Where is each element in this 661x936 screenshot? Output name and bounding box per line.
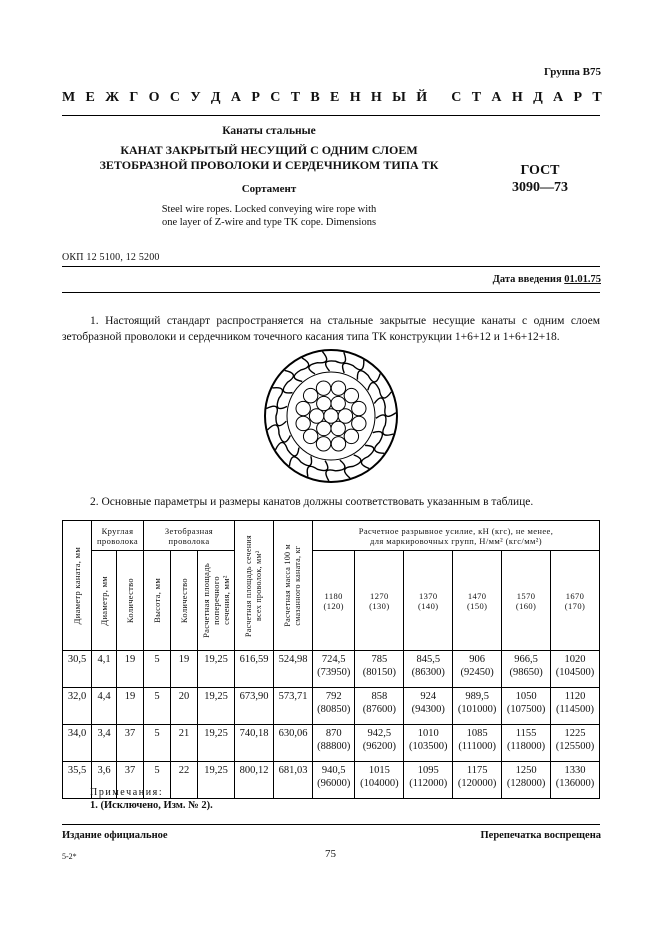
gost-code: 3090—73 xyxy=(512,180,568,195)
cell-rn: 19 xyxy=(117,651,144,688)
banner-letter: Й xyxy=(416,90,428,105)
cell-force xyxy=(355,651,404,688)
banner-letter: В xyxy=(310,90,320,105)
cell-za: 19,25 xyxy=(198,725,235,762)
title-english xyxy=(62,203,476,229)
force-kgf: (92450) xyxy=(460,667,494,678)
z-wire-icon xyxy=(373,432,384,454)
cell-rd: 4,4 xyxy=(92,688,117,725)
force-kn: 940,5 xyxy=(321,765,346,776)
z-wire-icon xyxy=(275,442,298,455)
cell-force xyxy=(453,762,502,799)
title-english-line2: one layer of Z-wire and type TK cope. Dimensions xyxy=(161,217,377,228)
force-kgf: (98650) xyxy=(509,667,543,678)
page-number: 75 xyxy=(325,848,336,860)
cell-force xyxy=(313,725,355,762)
banner-letter: А xyxy=(491,90,502,105)
banner-letter: Р xyxy=(573,90,583,105)
cell-zh: 5 xyxy=(144,762,171,799)
cell-ta: 616,59 xyxy=(235,651,274,688)
force-kn: 924 xyxy=(420,691,437,702)
force-kn: 1085 xyxy=(466,728,488,739)
banner-letter: Н xyxy=(349,90,361,105)
force-kn: 1330 xyxy=(564,765,586,776)
cell-za: 19,25 xyxy=(198,762,235,799)
force-kgf: (87600) xyxy=(362,704,396,715)
reprint-prohibited: Перепечатка воспрещена xyxy=(480,830,601,841)
table-row xyxy=(63,651,600,688)
force-kgf: (112000) xyxy=(409,778,448,789)
notes-heading: Примечания: xyxy=(90,787,164,798)
print-mark: 5-2* xyxy=(62,852,77,861)
cell-d: 34,0 xyxy=(63,725,92,762)
cell-force xyxy=(313,651,355,688)
cell-force xyxy=(551,762,600,799)
banner-letter: Ж xyxy=(105,90,120,105)
force-kn: 942,5 xyxy=(367,728,392,739)
z-wire-icon xyxy=(272,388,287,409)
cell-rd: 4,1 xyxy=(92,651,117,688)
force-kn: 785 xyxy=(371,654,388,665)
force-kgf: (107500) xyxy=(506,704,546,715)
force-kn: 1050 xyxy=(515,691,537,702)
z-wire-icon xyxy=(374,398,396,416)
cell-force xyxy=(551,651,600,688)
cell-zn: 19 xyxy=(171,651,198,688)
force-kn: 1175 xyxy=(466,765,488,776)
cell-force xyxy=(453,651,502,688)
official-edition: Издание официальное xyxy=(62,830,168,841)
cell-ta: 740,18 xyxy=(235,725,274,762)
cell-zn: 20 xyxy=(171,688,198,725)
grade-2: 1370 (140) xyxy=(404,551,453,651)
z-wire-icon xyxy=(294,358,308,382)
cell-d: 30,5 xyxy=(63,651,92,688)
col-mass: Расчетная масса 100 м смазанного каната, кг xyxy=(274,521,313,651)
cell-rd: 3,4 xyxy=(92,725,117,762)
date-rule xyxy=(62,292,600,293)
force-kn: 966,5 xyxy=(514,654,538,665)
force-kgf: (118000) xyxy=(507,741,546,752)
cell-rn: 37 xyxy=(117,725,144,762)
banner-letter: А xyxy=(553,90,564,105)
col-breaking-force: Расчетное разрывное усилие, кН (кгс), не менее, для маркировочных групп, Н/мм² (кгс/мм²) xyxy=(313,521,600,551)
force-kgf: (104500) xyxy=(555,667,595,678)
banner-letter: Д xyxy=(533,90,543,105)
title-main-line2: ЗЕТОБРАЗНОЙ ПРОВОЛОКИ И СЕРДЕЧНИКОМ ТИПА ТК xyxy=(99,158,439,172)
col-rope-diameter: Диаметр каната, мм xyxy=(63,521,92,651)
effective-date-label: Дата введения xyxy=(492,274,562,285)
parameters-table xyxy=(62,520,600,799)
banner-letter: Т xyxy=(592,90,602,105)
cell-force xyxy=(551,725,600,762)
cell-zh: 5 xyxy=(144,651,171,688)
cell-m: 630,06 xyxy=(274,725,313,762)
banner-letter xyxy=(437,90,441,106)
cell-force xyxy=(453,688,502,725)
cell-zn: 22 xyxy=(171,762,198,799)
force-kn: 1015 xyxy=(368,765,390,776)
cell-m: 573,71 xyxy=(274,688,313,725)
standard-banner xyxy=(62,90,602,106)
col-z-height: Высота, мм xyxy=(144,551,171,651)
force-kgf: (111000) xyxy=(458,741,497,752)
round-wire-icon xyxy=(331,421,345,435)
round-wire-icon xyxy=(352,401,366,415)
force-kn: 1095 xyxy=(417,765,439,776)
round-wire-icon xyxy=(344,388,358,402)
cell-za: 19,25 xyxy=(198,651,235,688)
cell-ta: 800,12 xyxy=(235,762,274,799)
z-wire-icon xyxy=(283,370,293,392)
round-wire-icon xyxy=(331,381,345,395)
round-wire-icon xyxy=(303,429,317,443)
round-wire-icon xyxy=(296,401,310,415)
col-total-area: Расчетная площадь сечения всех проволок, мм² xyxy=(235,521,274,651)
round-wire-icon xyxy=(317,396,331,410)
banner-letter: Н xyxy=(511,90,523,105)
cell-force xyxy=(404,651,453,688)
round-wire-icon xyxy=(352,416,366,430)
footer-rule xyxy=(62,824,600,825)
z-wire-icon xyxy=(266,406,286,426)
title-category: Канаты стальные xyxy=(222,125,316,137)
z-wire-icon xyxy=(368,383,391,398)
gost-label: ГОСТ xyxy=(520,163,560,178)
banner-letter: Е xyxy=(85,90,95,105)
z-wire-icon xyxy=(289,456,311,466)
force-kgf: (88800) xyxy=(317,741,351,752)
banner-letter: О xyxy=(148,90,160,105)
cell-force xyxy=(502,725,551,762)
z-wire-icon xyxy=(361,445,373,468)
cell-rn: 37 xyxy=(117,762,144,799)
z-wire-icon xyxy=(268,425,291,442)
effective-date xyxy=(493,274,601,285)
cell-force xyxy=(404,688,453,725)
z-wire-icon xyxy=(326,460,345,481)
force-kgf: (120000) xyxy=(457,778,497,789)
grade-1: 1270 (130) xyxy=(355,551,404,651)
banner-letter: Р xyxy=(251,90,260,105)
round-wire-icon xyxy=(317,421,331,435)
force-kn: 1155 xyxy=(515,728,537,739)
round-wire-icon xyxy=(331,437,345,451)
cell-force xyxy=(404,762,453,799)
z-wire-icon xyxy=(357,371,380,382)
rope-cross-section-figure xyxy=(263,348,399,484)
cell-za: 19,25 xyxy=(198,688,235,725)
force-kgf: (80150) xyxy=(362,667,396,678)
banner-letter: А xyxy=(230,90,242,105)
title-main xyxy=(62,143,476,173)
z-wire-icon xyxy=(309,352,327,374)
force-kn: 845,5 xyxy=(416,654,441,665)
force-kgf: (101000) xyxy=(457,704,497,715)
col-round-diameter: Диаметр, мм xyxy=(92,551,117,651)
cell-zh: 5 xyxy=(144,688,171,725)
cell-ta: 673,90 xyxy=(235,688,274,725)
force-kgf: (96000) xyxy=(317,778,351,789)
round-wire-icon xyxy=(316,381,330,395)
col-round-wire: Круглая проволока xyxy=(92,521,144,551)
force-kn: 906 xyxy=(469,654,486,665)
force-kn: 858 xyxy=(371,691,388,702)
group-code: Группа В75 xyxy=(543,66,601,78)
cell-force xyxy=(502,651,551,688)
force-kgf: (96200) xyxy=(362,741,396,752)
banner-letter: С xyxy=(169,90,180,105)
force-kgf: (94300) xyxy=(411,704,445,715)
round-wire-icon xyxy=(331,396,345,410)
note-1: 1. (Исключено, Изм. № 2). xyxy=(90,800,213,811)
table-row xyxy=(63,688,600,725)
cell-rd: 3,6 xyxy=(92,762,117,799)
force-kn: 1120 xyxy=(564,691,586,702)
banner-letter: Е xyxy=(330,90,340,105)
cell-force xyxy=(502,762,551,799)
effective-date-value: 01.01.75 xyxy=(564,274,601,285)
okp-rule xyxy=(62,266,600,267)
cell-force xyxy=(453,725,502,762)
force-kgf: (104000) xyxy=(360,778,399,789)
cell-force xyxy=(355,725,404,762)
z-wire-icon xyxy=(345,455,361,478)
round-wire-icon xyxy=(309,409,323,423)
col-z-wire: Зетобразная проволока xyxy=(144,521,235,551)
okp-code: ОКП 12 5100, 12 5200 xyxy=(62,252,160,263)
grade-0: 1180 (120) xyxy=(313,551,355,651)
cell-force xyxy=(551,688,600,725)
force-kn: 870 xyxy=(325,728,342,739)
force-kn: 1250 xyxy=(515,765,537,776)
round-wire-icon xyxy=(303,388,317,402)
round-wire-icon xyxy=(324,409,338,423)
force-kn: 792 xyxy=(325,691,342,702)
cell-m: 681,03 xyxy=(274,762,313,799)
cell-force xyxy=(404,725,453,762)
col-z-area: Расчетная площадь поперечного сечения, мм² xyxy=(198,551,235,651)
force-kn: 989,5 xyxy=(465,691,489,702)
paragraph-1: 1. Настоящий стандарт распространяется на стальные закрытые несущие канаты с одним слоем зетобразной проволоки и сердечником точечного касания типа ТК конструкции 1+6+12 и 1+6+12+18. xyxy=(62,315,600,343)
force-kgf: (125500) xyxy=(555,741,595,752)
banner-letter: Д xyxy=(210,90,221,105)
force-kgf: (136000) xyxy=(555,778,595,789)
paragraph-2: 2. Основные параметры и размеры канатов должны соответствовать указанным в таблице. xyxy=(90,496,534,508)
top-rule xyxy=(62,115,600,116)
grade-3: 1470 (150) xyxy=(453,551,502,651)
force-kn: 1020 xyxy=(564,654,586,665)
title-main-line1: КАНАТ ЗАКРЫТЫЙ НЕСУЩИЙ С ОДНИМ СЛОЕМ xyxy=(120,143,418,157)
grade-5: 1670 (170) xyxy=(551,551,600,651)
banner-letter: С xyxy=(270,90,281,105)
force-kgf: (103500) xyxy=(409,741,448,752)
round-wire-icon xyxy=(338,409,352,423)
banner-letter: Н xyxy=(370,90,382,105)
banner-letter: С xyxy=(451,90,462,105)
banner-letter: Ы xyxy=(392,90,406,105)
cell-force xyxy=(313,762,355,799)
cell-zh: 5 xyxy=(144,725,171,762)
cell-d: 35,5 xyxy=(63,762,92,799)
z-wire-icon xyxy=(307,461,328,477)
title-english-line1: Steel wire ropes. Locked conveying wire rope with xyxy=(161,204,377,215)
banner-letter: Т xyxy=(290,90,301,105)
cell-force xyxy=(502,688,551,725)
force-kn: 1010 xyxy=(417,728,439,739)
cell-force xyxy=(355,762,404,799)
cell-m: 524,98 xyxy=(274,651,313,688)
force-kgf: (73950) xyxy=(317,667,351,678)
banner-letter: Т xyxy=(471,90,482,105)
cell-zn: 21 xyxy=(171,725,198,762)
gost-number xyxy=(505,162,575,196)
col-round-count: Количество xyxy=(117,551,144,651)
banner-letter: У xyxy=(190,90,201,105)
force-kgf: (128000) xyxy=(506,778,546,789)
round-wire-core-icon xyxy=(296,381,366,451)
force-kgf: (80850) xyxy=(317,704,351,715)
round-wire-icon xyxy=(296,416,310,430)
round-wire-icon xyxy=(316,437,330,451)
force-kn: 1225 xyxy=(564,728,586,739)
cell-force xyxy=(355,688,404,725)
force-kgf: (114500) xyxy=(555,704,595,715)
cell-force xyxy=(313,688,355,725)
grade-4: 1570 (160) xyxy=(502,551,551,651)
force-kn: 724,5 xyxy=(321,654,346,665)
title-assortment: Сортамент xyxy=(241,183,297,195)
col-z-count: Количество xyxy=(171,551,198,651)
banner-letter: М xyxy=(62,90,76,105)
banner-letter: Г xyxy=(129,90,139,105)
round-wire-icon xyxy=(344,429,358,443)
force-kgf: (86300) xyxy=(411,667,445,678)
cell-rn: 19 xyxy=(117,688,144,725)
cell-d: 32,0 xyxy=(63,688,92,725)
table-row xyxy=(63,725,600,762)
